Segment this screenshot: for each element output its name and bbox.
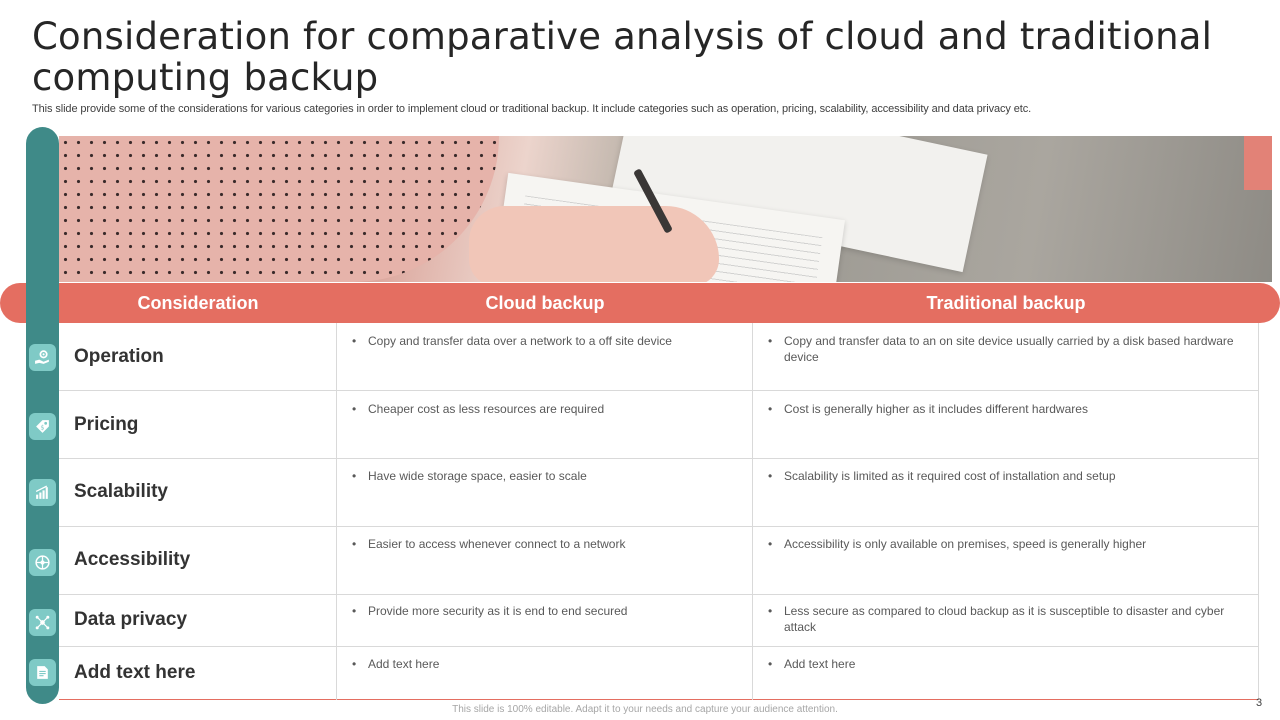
category-label: Pricing [74,414,139,435]
page-subtitle: This slide provide some of the considerations for various categories in order to implement cloud or traditional backup. It include categories such as operation, pricing, scalability, accessibility and data privacy etc. [32,103,1032,115]
traditional-cell: • Cost is generally higher as it includes different hardwares [768,401,1238,417]
traditional-cell: • Scalability is limited as it required cost of installation and setup [768,468,1238,484]
photo-edge [1244,136,1272,190]
hand-gear-icon [29,344,56,371]
cloud-cell: • Copy and transfer data over a network to a off site device [352,333,742,349]
traditional-cell: • Add text here [768,656,1238,672]
traditional-cell: • Less secure as compared to cloud backup as it is susceptible to disaster and cyber attack [768,603,1238,635]
network-globe-icon [29,549,56,576]
price-tag-icon [29,413,56,440]
header-consideration: Consideration [137,293,259,313]
category-label: Data privacy [74,609,188,630]
footer-note: This slide is 100% editable. Adapt it to your needs and capture your audience attention. [452,704,838,715]
photo-polka-dot-sleeve [59,136,499,282]
shield-network-icon [29,609,56,636]
cloud-cell: • Have wide storage space, easier to scale [352,468,742,484]
cloud-cell: • Cheaper cost as less resources are required [352,401,742,417]
page-title: Consideration for comparative analysis of cloud and traditional computing backup [32,15,1213,99]
cloud-cell: • Provide more security as it is end to end secured [352,603,742,619]
photo-hand [469,206,719,282]
category-label: Accessibility [74,549,191,570]
category-label: Add text here [74,662,196,683]
page-number: 3 [1256,697,1263,709]
cloud-cell: • Easier to access whenever connect to a network [352,536,742,552]
traditional-cell: • Accessibility is only available on premises, speed is generally higher [768,536,1238,552]
svg-text:$: $ [40,423,45,432]
header-cloud-backup: Cloud backup [485,293,605,313]
category-label: Operation [74,346,164,367]
cloud-cell: • Add text here [352,656,742,672]
header-traditional-backup: Traditional backup [926,293,1086,313]
traditional-cell: • Copy and transfer data to an on site device usually carried by a disk based hardware device [768,333,1238,365]
document-edit-icon [29,659,56,686]
banner-photo [59,136,1272,282]
column-divider [752,323,753,700]
category-label: Scalability [74,481,168,502]
growth-chart-icon [29,479,56,506]
column-divider [336,323,337,700]
